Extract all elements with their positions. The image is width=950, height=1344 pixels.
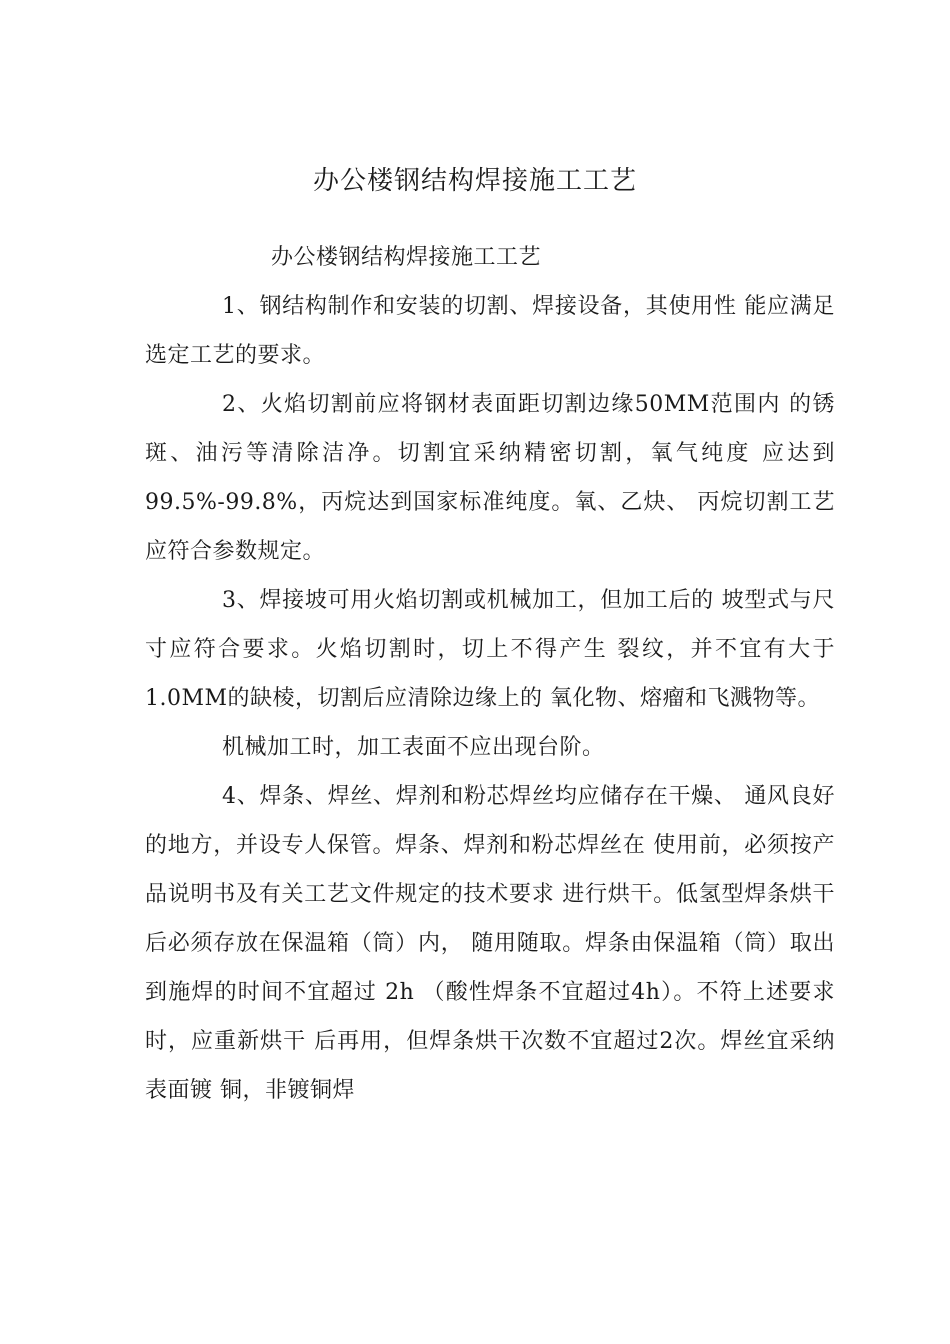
paragraph-3: 3、焊接坡可用火焰切割或机械加工，但加工后的 坡型式与尺寸应符合要求。火焰切割时，切上不得产生 裂纹，并不宜有大于1.0MM的缺棱，切割后应清除边缘上的 氧化物、熔瘤和飞溅物等。 [145, 588, 835, 711]
document-body [145, 233, 835, 1115]
paragraph-4: 机械加工时，加工表面不应出现台阶。 [222, 735, 605, 760]
paragraph-5: 4、焊条、焊丝、焊剂和粉芯焊丝均应储存在干燥、 通风良好的地方，并设专人保管。焊条、焊剂和粉芯焊丝在 使用前，必须按产品说明书及有关工艺文件规定的技术要求 进行烘干。低氢型焊条烘干后必须存放在保温箱（筒）内， 随用随取。焊条由保温箱（筒）取出到施焊的时间不宜超过 2h （酸性焊条不宜超过4h）。不符上述要求时，应重新烘干 后再用，但焊条烘干次数不宜超过2次。焊丝宜采纳表面镀 铜，非镀铜焊 [145, 784, 835, 1103]
paragraph-1: 1、钢结构制作和安装的切割、焊接设备，其使用性 能应满足选定工艺的要求。 [145, 294, 835, 368]
document-subtitle: 办公楼钢结构焊接施工工艺 [271, 245, 542, 270]
document-title: 办公楼钢结构焊接施工工艺 [312, 166, 637, 196]
paragraph-2: 2、火焰切割前应将钢材表面距切割边缘50MM范围内 的锈斑、油污等清除洁净。切割宜采纳精密切割，氧气纯度 应达到99.5%-99.8%，丙烷达到国家标准纯度。氧、乙炔、 丙烷切割工艺应符合参数规定。 [145, 392, 835, 564]
